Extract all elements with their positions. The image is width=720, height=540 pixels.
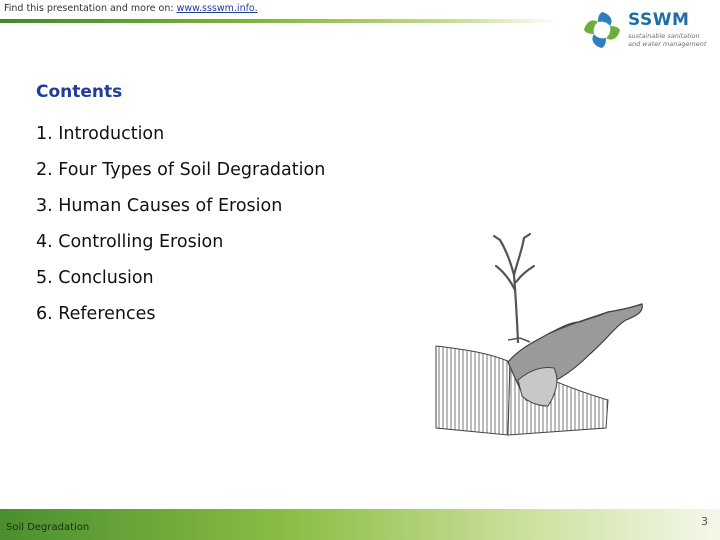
source-note-text: Find this presentation and more on: bbox=[4, 3, 174, 14]
contents-item: 4. Controlling Erosion bbox=[36, 232, 224, 252]
tree-icon bbox=[494, 234, 534, 342]
contents-item: 5. Conclusion bbox=[36, 268, 154, 288]
logo-subtitle bbox=[628, 32, 706, 48]
contents-list bbox=[36, 122, 325, 338]
contents-item: 1. Introduction bbox=[36, 124, 165, 144]
source-link[interactable]: www.ssswm.info. bbox=[176, 3, 258, 14]
source-note bbox=[4, 3, 258, 14]
contents-item: 3. Human Causes of Erosion bbox=[36, 196, 283, 216]
sswm-logo bbox=[580, 8, 710, 54]
page-number: 3 bbox=[701, 515, 708, 528]
slide-heading: Contents bbox=[36, 82, 123, 102]
logo-subtitle-line1: sustainable sanitation bbox=[628, 32, 700, 40]
sswm-logo-icon bbox=[580, 8, 624, 52]
contents-item: 6. References bbox=[36, 304, 156, 324]
contents-item: 2. Four Types of Soil Degradation bbox=[36, 160, 326, 180]
header-divider bbox=[0, 19, 560, 23]
soil-erosion-illustration bbox=[430, 230, 660, 440]
footer-label: Soil Degradation bbox=[6, 522, 90, 533]
logo-subtitle-line2: and water management bbox=[628, 40, 707, 48]
logo-title: SSWM bbox=[628, 10, 690, 30]
footer-bar bbox=[0, 509, 720, 540]
